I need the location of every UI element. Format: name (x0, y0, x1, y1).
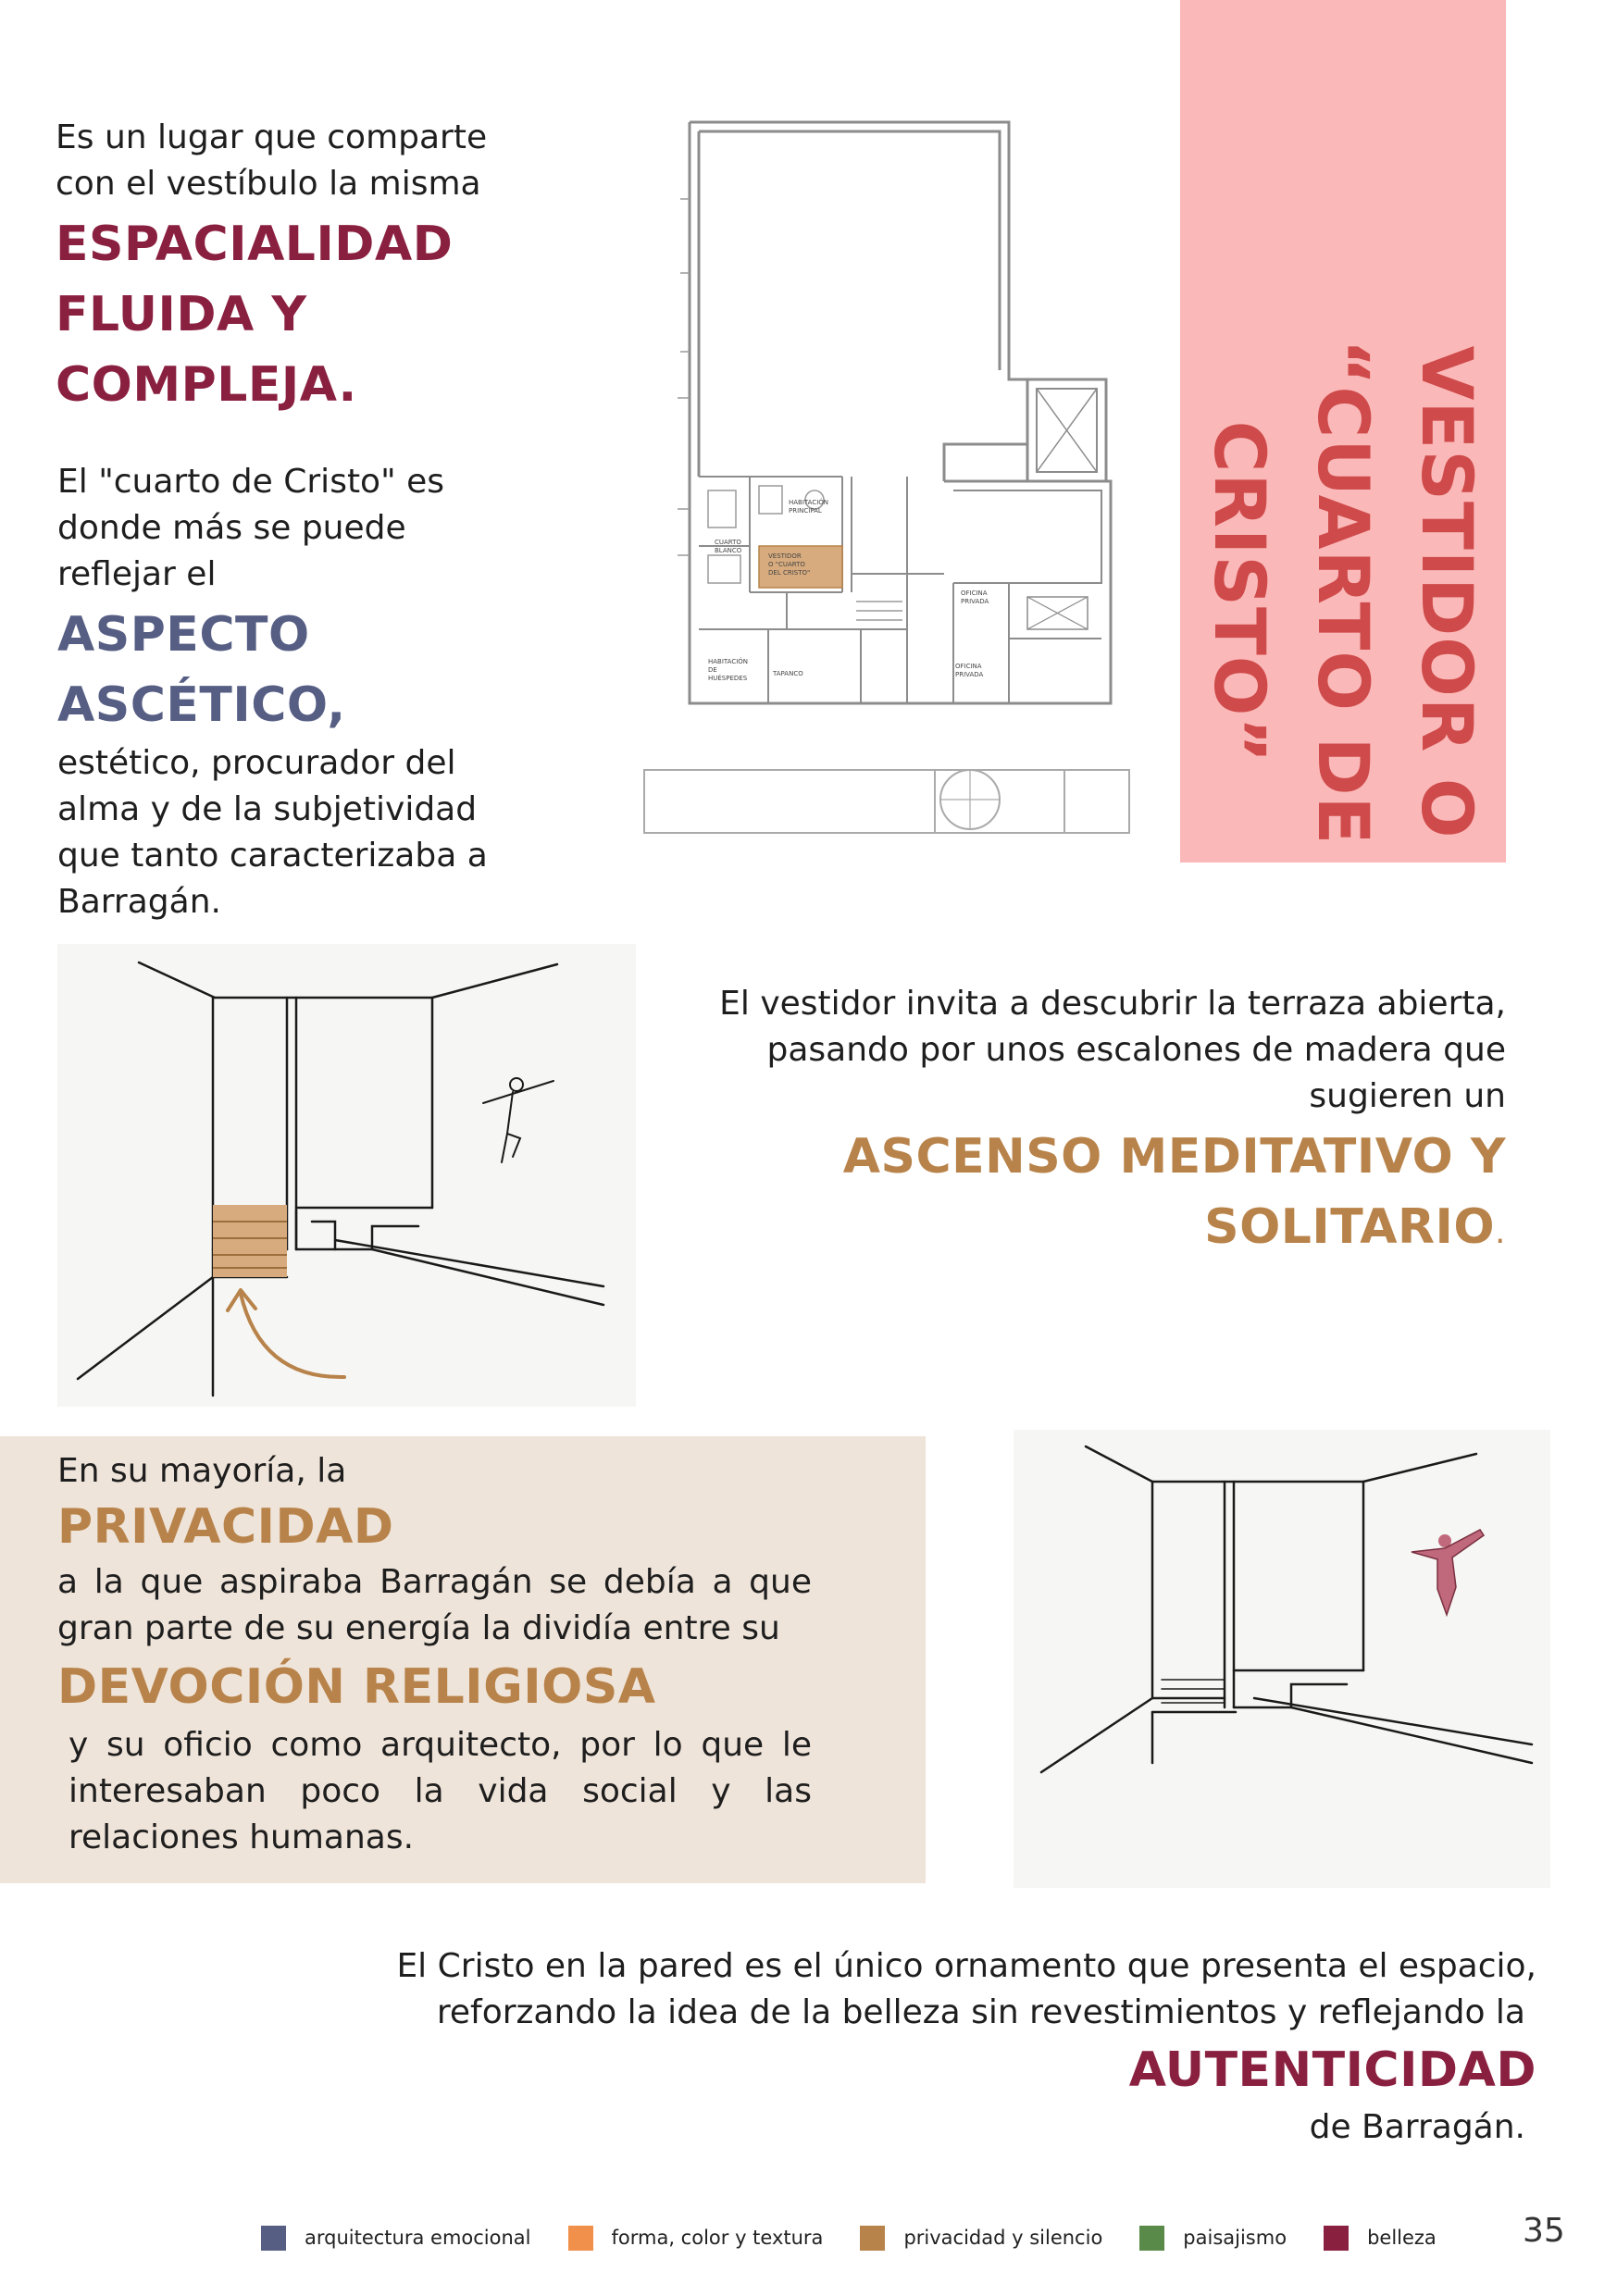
body-line: estético, procurador del (57, 744, 456, 782)
page-title (1188, 241, 1499, 944)
body-line: Barragán. (57, 883, 221, 921)
crucifix-icon (1412, 1530, 1484, 1615)
keyword-line: COMPLEJA. (56, 357, 357, 413)
keyword-line: ESPACIALIDAD (56, 217, 454, 272)
keyword-line: AUTENTICIDAD (1128, 2042, 1536, 2098)
legend-swatch (860, 2226, 885, 2251)
keyword-period: . (1495, 1213, 1506, 1251)
legend-label: forma, color y textura (611, 2227, 824, 2249)
body-line: El Cristo en la pared es el único ornamento que presenta el espacio, (396, 1947, 1536, 1985)
body-line: con el vestíbulo la misma (56, 165, 481, 203)
legend-item (860, 2226, 1102, 2251)
section-espacialidad (56, 115, 629, 420)
body-line: reforzando la idea de la belleza sin revestimientos y reflejando la (436, 1993, 1525, 2031)
floor-plan-drawing (629, 111, 1148, 851)
legend-label: arquitectura emocional (305, 2227, 531, 2249)
section-ascenso (648, 981, 1506, 1268)
body-paragraph: a la que aspiraba Barragán se debía a que gran parte de su energía la dividía entre su (57, 1563, 812, 1647)
body-line: reflejar el (57, 555, 217, 593)
plan-label: CUARTO (715, 539, 741, 546)
body-line: Es un lugar que comparte (56, 118, 488, 156)
legend-swatch (261, 2226, 286, 2251)
plan-label: OFICINA (955, 663, 982, 670)
body-line: donde más se puede (57, 509, 406, 547)
body-line: El vestidor invita a descubrir la terraza abierta, (719, 985, 1506, 1023)
legend (261, 2219, 1474, 2256)
legend-swatch (568, 2226, 593, 2251)
plan-label: HABITACIÓN (708, 658, 749, 665)
plan-label: PRINCIPAL (789, 507, 822, 515)
keyword-line: ASPECTO (57, 607, 310, 663)
title-line-2: “CUARTO DE CRISTO” (1199, 339, 1385, 846)
legend-item (1139, 2226, 1287, 2251)
sketch-crucifix-room (1014, 1430, 1550, 1888)
body-line: En su mayoría, la (57, 1452, 347, 1490)
floor-plan (629, 111, 1148, 851)
body-line: pasando por unos escalones de madera que (766, 1031, 1506, 1069)
plan-label: VESTIDOR (768, 552, 802, 560)
crucifix-sketch-icon (483, 1078, 554, 1162)
body-line: El "cuarto de Cristo" es (57, 463, 444, 501)
plan-label: DE (708, 666, 717, 674)
keyword-line: FLUIDA Y (56, 287, 307, 342)
legend-item (568, 2226, 824, 2251)
legend-swatch (1139, 2226, 1164, 2251)
keyword-line: ASCÉTICO, (57, 677, 346, 733)
keyword-line: PRIVACIDAD (57, 1499, 394, 1555)
plan-label: TAPANCO (773, 670, 803, 677)
keyword-line: DEVOCIÓN RELIGIOSA (57, 1659, 656, 1715)
plan-label: DEL CRISTO" (768, 569, 811, 577)
plan-label: BLANCO (715, 547, 742, 554)
legend-label: privacidad y silencio (903, 2227, 1103, 2249)
plan-label: O "CUARTO (768, 561, 805, 568)
arrow-icon (241, 1294, 344, 1377)
legend-label: belleza (1367, 2227, 1437, 2249)
page-number: 35 (1523, 2212, 1565, 2250)
title-line-1: VESTIDOR O (1406, 345, 1488, 839)
plan-label: PRIVADA (961, 598, 989, 605)
plan-label: OFICINA (961, 590, 988, 597)
legend-label: paisajismo (1183, 2227, 1287, 2249)
plan-label: HUÉSPEDES (708, 675, 748, 682)
body-line: que tanto caracterizaba a (57, 837, 488, 875)
sketch-crucifix-room-drawing (1014, 1430, 1550, 1888)
body-line: de Barragán. (1309, 2108, 1525, 2146)
keyword-text: SOLITARIO (1204, 1199, 1496, 1255)
section-autenticidad (278, 1943, 1536, 2151)
wood-steps (213, 1205, 287, 1277)
body-paragraph: y su oficio como arquitecto, por lo que le interesaban poco la vida social y las relaciones humanas. (68, 1726, 812, 1856)
sketch-wood-steps (57, 944, 636, 1407)
sketch-wood-steps-drawing (57, 944, 636, 1407)
section-ascetico (57, 459, 631, 925)
keyword-line (648, 1192, 1506, 1268)
body-line: alma y de la subjetividad (57, 790, 478, 828)
plan-label: PRIVADA (955, 671, 984, 678)
plan-label: HABITACIÓN (789, 499, 829, 506)
body-line: sugieren un (1309, 1077, 1506, 1115)
legend-item (261, 2226, 531, 2251)
legend-item (1324, 2226, 1437, 2251)
legend-swatch (1324, 2226, 1349, 2251)
keyword-line: ASCENSO MEDITATIVO Y (842, 1129, 1506, 1185)
title-panel (1180, 0, 1506, 863)
section-privacidad (57, 1448, 812, 1861)
